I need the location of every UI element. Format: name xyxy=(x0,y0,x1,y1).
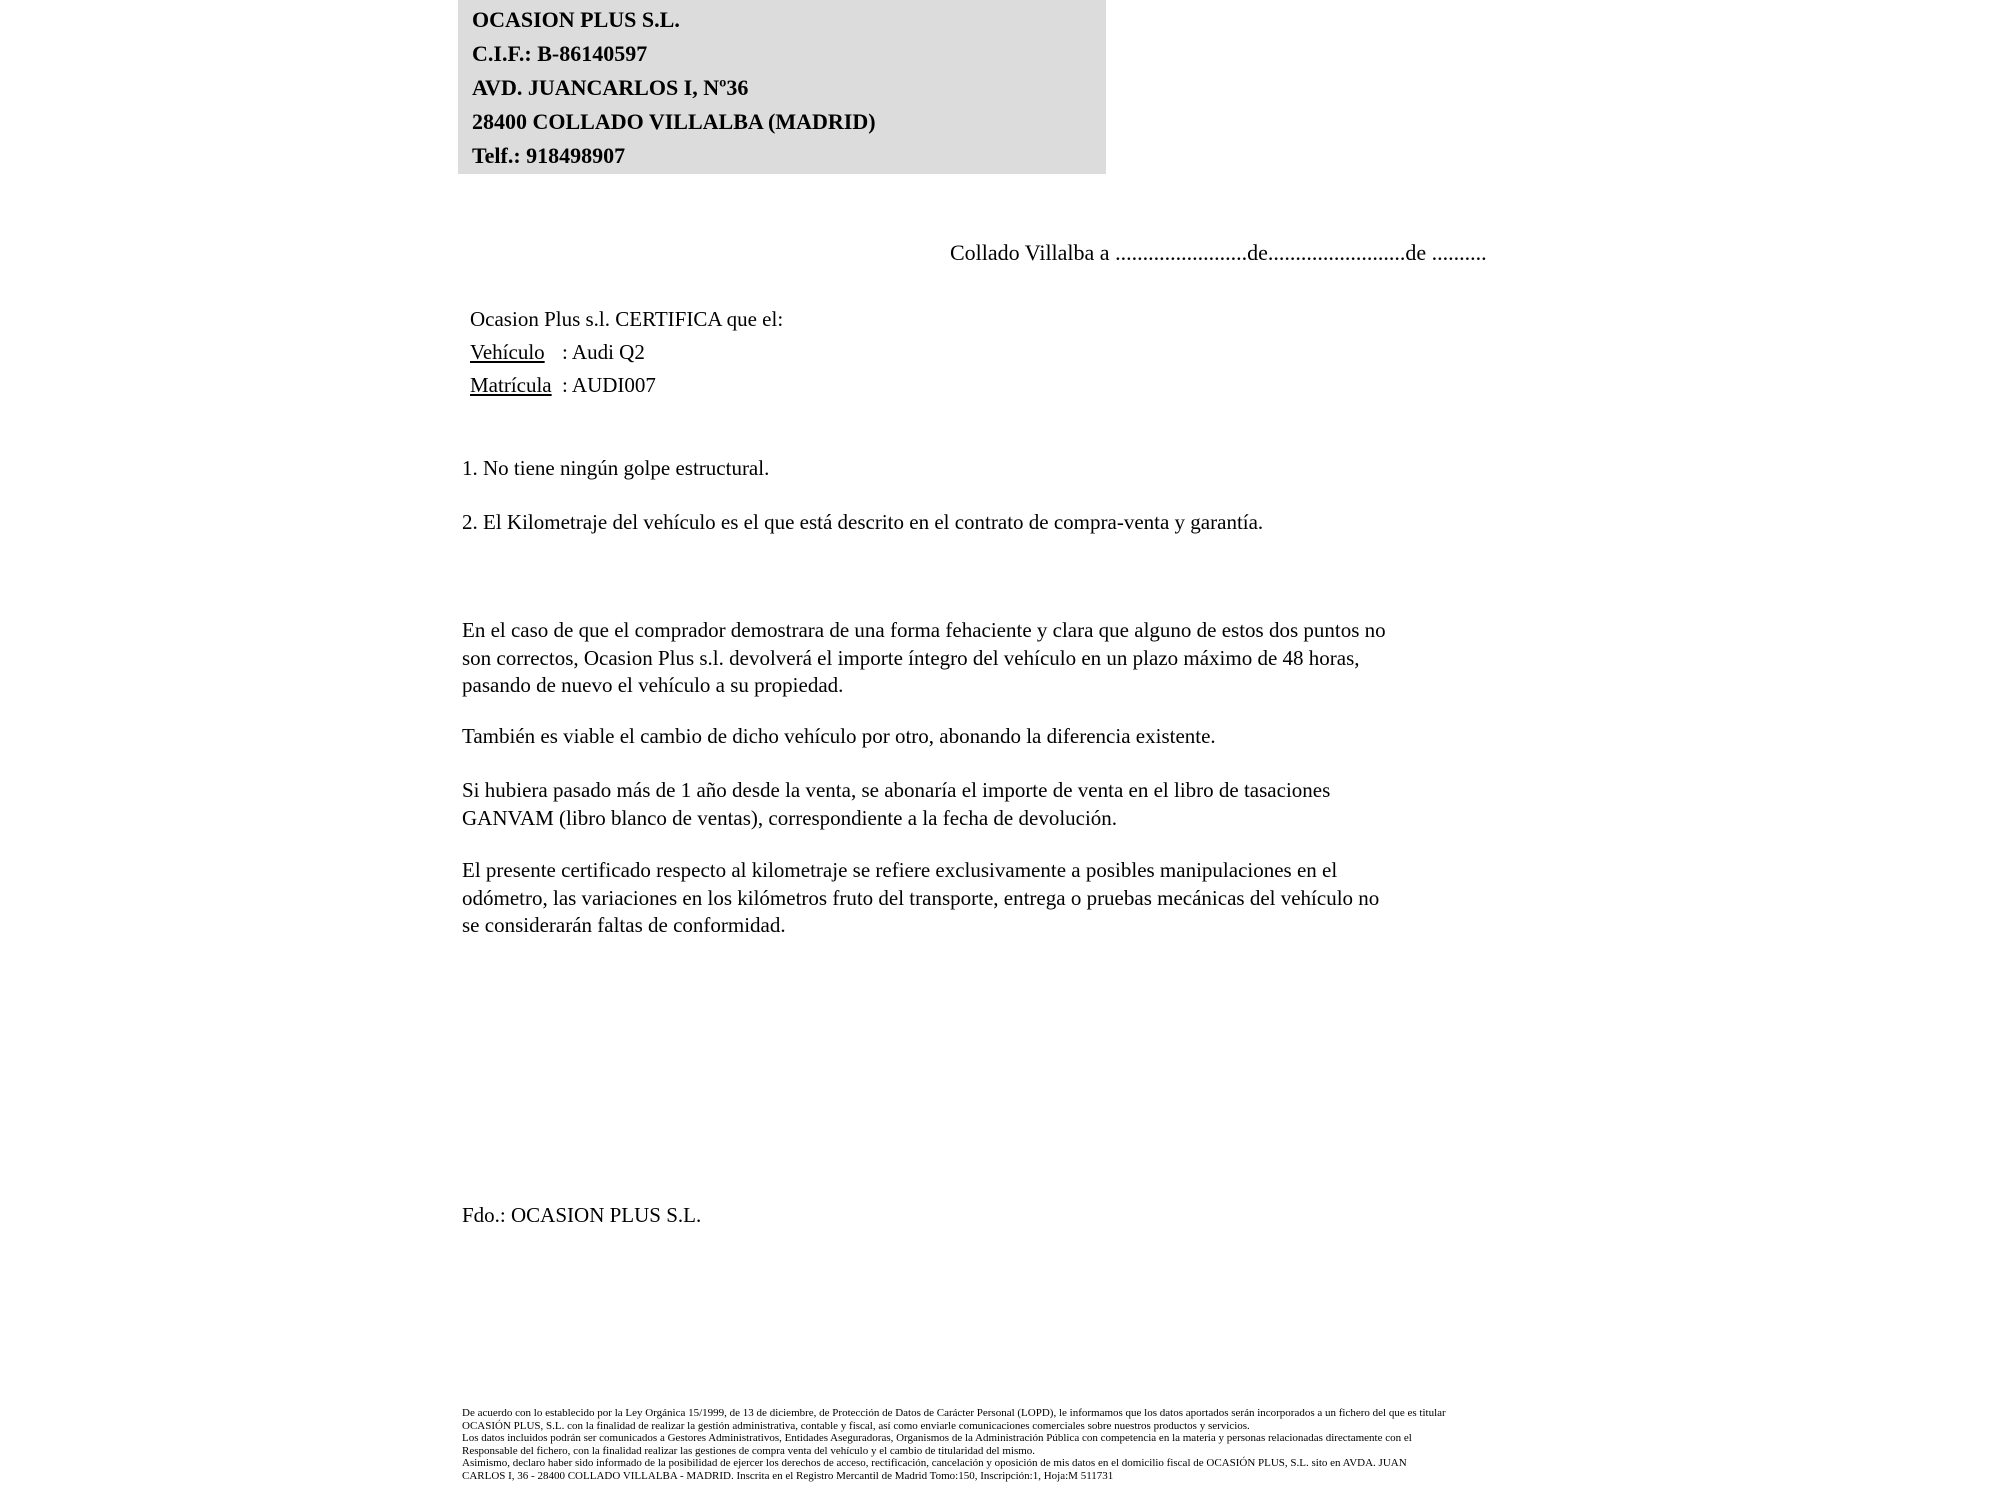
paragraph-exchange xyxy=(462,723,1216,751)
legal-line: Responsable del fichero, con la finalidad realizar las gestiones de compra venta del vehículo y el cambio de titularidad del mismo. xyxy=(462,1444,1036,1457)
plate-value: : AUDI007 xyxy=(562,373,656,397)
legal-line: Los datos incluidos podrán ser comunicados a Gestores Administrativos, Entidades Aseguradoras, Organismos de la Administración Pública con competencia en la materia y personas relacionadas directamente con el xyxy=(462,1432,1412,1444)
company-header-block xyxy=(458,0,1106,174)
company-city: 28400 COLLADO VILLALBA (MADRID) xyxy=(472,109,876,134)
paragraph-ganvam xyxy=(462,777,1330,832)
vehicle-label: Vehículo xyxy=(470,340,545,364)
paragraph-line: Si hubiera pasado más de 1 año desde la venta, se abonaría el importe de venta en el libro de tasaciones xyxy=(462,778,1331,802)
paragraph-line: En el caso de que el comprador demostrara de una forma fehaciente y clara que alguno de estos dos puntos no xyxy=(462,618,1386,642)
legal-line: De acuerdo con lo establecido por la Ley Orgánica 15/1999, de 13 de diciembre, de Protección de Datos de Carácter Personal (LOPD), le informamos que los datos aportados serán incorporados a un fichero del que es titular xyxy=(462,1407,1446,1419)
paragraph-line: También es viable el cambio de dicho vehículo por otro, abonando la diferencia existente. xyxy=(462,724,1216,748)
paragraph-refund xyxy=(462,617,1386,700)
legal-line: OCASIÓN PLUS, S.L. con la finalidad de realizar la gestión administrativa, contable y fiscal, así como enviarle comunicaciones comerciales sobre nuestros productos y servicios. xyxy=(462,1419,1250,1432)
legal-footer xyxy=(462,1407,1446,1482)
signature-line: Fdo.: OCASION PLUS S.L. xyxy=(462,1203,702,1227)
company-name: OCASION PLUS S.L. xyxy=(472,7,680,32)
paragraph-line: son correctos, Ocasion Plus s.l. devolverá el importe íntegro del vehículo en un plazo máximo de 48 horas, xyxy=(462,645,1360,670)
paragraph-line: El presente certificado respecto al kilometraje se refiere exclusivamente a posibles manipulaciones en el xyxy=(462,858,1338,882)
legal-line: CARLOS I, 36 - 28400 COLLADO VILLALBA - MADRID. Inscrita en el Registro Mercantil de Madrid Tomo:150, Inscripción:1, Hoja:M 511731 xyxy=(462,1469,1114,1482)
paragraph-line: odómetro, las variaciones en los kilómetros fruto del transporte, entrega o pruebas mecánicas del vehículo no xyxy=(462,885,1380,910)
company-phone: Telf.: 918498907 xyxy=(472,143,626,168)
company-address: AVD. JUANCARLOS I, Nº36 xyxy=(472,75,749,100)
paragraph-line: se considerarán faltas de conformidad. xyxy=(462,913,786,937)
company-cif: C.I.F.: B-86140597 xyxy=(472,41,648,66)
plate-label: Matrícula xyxy=(470,373,552,397)
vehicle-row xyxy=(470,336,783,369)
legal-line: Asimismo, declaro haber sido informado de la posibilidad de ejercer los derechos de acceso, rectificación, cancelación y oposición de mis datos en el domicilio fiscal de OCASIÓN PLUS, S.L. sito en AVDA. JUAN xyxy=(462,1457,1407,1469)
certify-intro: Ocasion Plus s.l. CERTIFICA que el: xyxy=(470,307,784,331)
paragraph-line: GANVAM (libro blanco de ventas), correspondiente a la fecha de devolución. xyxy=(462,805,1118,830)
date-line: Collado Villalba a ........................de.........................de .......... xyxy=(950,240,1487,265)
certify-block xyxy=(470,303,783,402)
vehicle-value: : Audi Q2 xyxy=(562,340,645,364)
point-1: 1. No tiene ningún golpe estructural. xyxy=(462,456,770,480)
paragraph-odometer xyxy=(462,857,1379,940)
plate-row xyxy=(470,369,783,402)
paragraph-line: pasando de nuevo el vehículo a su propiedad. xyxy=(462,673,844,697)
point-2: 2. El Kilometraje del vehículo es el que está descrito en el contrato de compra-venta y garantía. xyxy=(462,510,1264,534)
